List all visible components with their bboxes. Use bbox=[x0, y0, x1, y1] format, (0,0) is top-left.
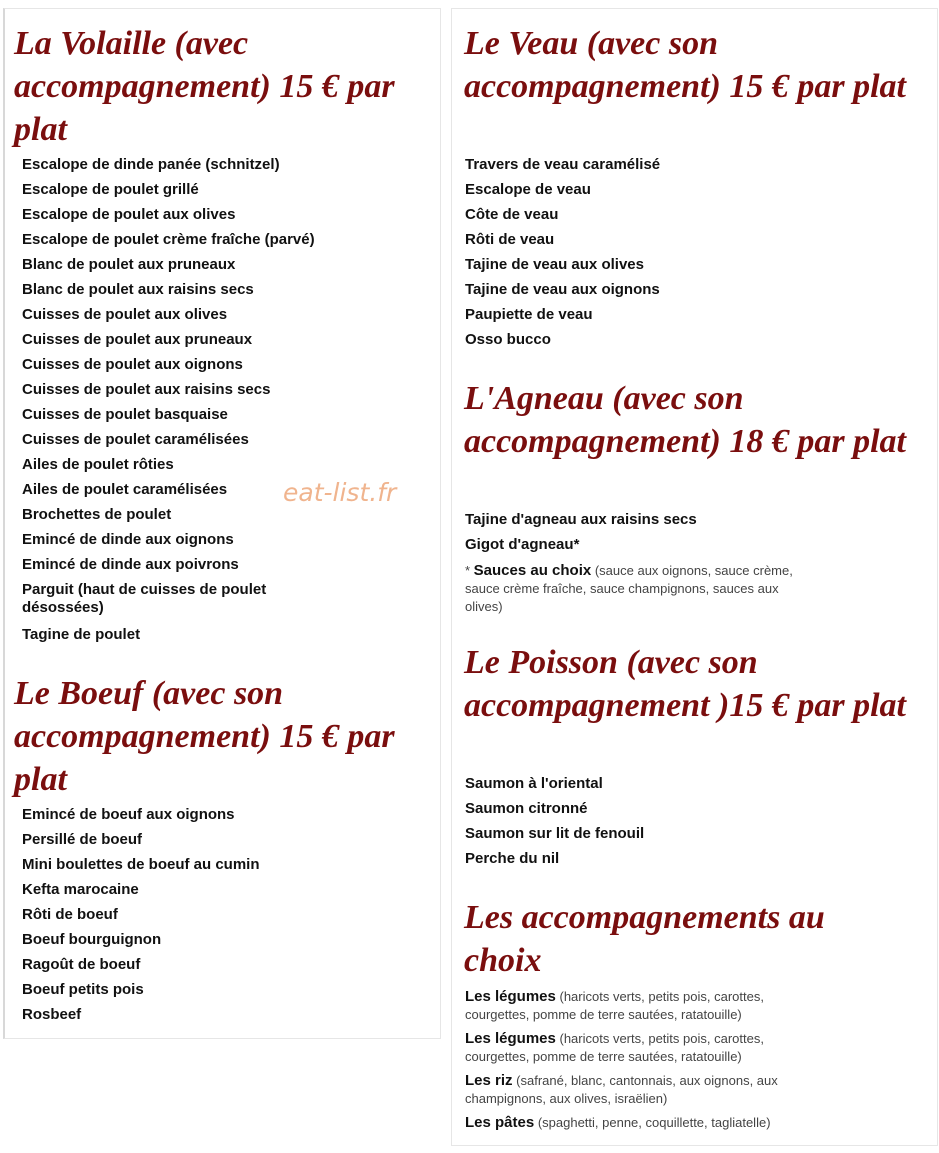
boeuf-item: Boeuf petits pois bbox=[22, 981, 144, 998]
boeuf-item: Rôti de boeuf bbox=[22, 906, 118, 923]
boeuf-title: Le Boeuf (avec son accompagnement) 15 € par plat bbox=[14, 675, 395, 798]
agneau-title: L'Agneau (avec son accompagnement) 18 € par plat bbox=[464, 380, 906, 460]
poisson-item: Saumon à l'oriental bbox=[465, 775, 603, 792]
accompagnement-entry bbox=[465, 1114, 815, 1132]
accompagnement-label: Les pâtes bbox=[465, 1114, 535, 1131]
accompagnements-title: Les accompagnements au choix bbox=[464, 899, 825, 979]
boeuf-item: Kefta marocaine bbox=[22, 881, 139, 898]
volaille-item: Cuisses de poulet caramélisées bbox=[22, 431, 249, 448]
watermark: eat-list.fr bbox=[283, 478, 397, 507]
volaille-item: Cuisses de poulet aux raisins secs bbox=[22, 381, 271, 398]
volaille-item: Blanc de poulet aux pruneaux bbox=[22, 256, 236, 273]
volaille-item: Emincé de dinde aux oignons bbox=[22, 531, 234, 548]
boeuf-item: Rosbeef bbox=[22, 1006, 82, 1023]
accompagnement-text: (haricots verts, petits pois, carottes, courgettes, pomme de terre sautées, ratatouille) bbox=[465, 1031, 764, 1064]
boeuf-item: Emincé de boeuf aux oignons bbox=[22, 806, 235, 823]
veau-title: Le Veau (avec son accompagnement) 15 € par plat bbox=[464, 25, 906, 105]
veau-item: Paupiette de veau bbox=[465, 306, 593, 323]
sauces-note bbox=[465, 562, 815, 616]
accompagnement-text: (haricots verts, petits pois, carottes, courgettes, pomme de terre sautées, ratatouille) bbox=[465, 989, 764, 1022]
volaille-item: Escalope de poulet grillé bbox=[22, 181, 199, 198]
volaille-title: La Volaille (avec accompagnement) 15 € par plat bbox=[14, 25, 395, 148]
boeuf-item: Mini boulettes de boeuf au cumin bbox=[22, 856, 260, 873]
accompagnement-text: (safrané, blanc, cantonnais, aux oignons, aux champignons, aux olives, israëlien) bbox=[465, 1073, 778, 1106]
volaille-item: Ailes de poulet rôties bbox=[22, 456, 174, 473]
veau-item: Escalope de veau bbox=[465, 181, 591, 198]
sauces-note-prefix: * bbox=[465, 563, 474, 578]
boeuf-item: Ragoût de boeuf bbox=[22, 956, 141, 973]
accompagnement-entry bbox=[465, 1030, 815, 1066]
volaille-item: Cuisses de poulet aux oignons bbox=[22, 356, 243, 373]
volaille-item: Escalope de poulet aux olives bbox=[22, 206, 236, 223]
boeuf-item: Boeuf bourguignon bbox=[22, 931, 162, 948]
volaille-item: Escalope de poulet crème fraîche (parvé) bbox=[22, 231, 315, 248]
volaille-item: Escalope de dinde panée (schnitzel) bbox=[22, 156, 280, 173]
accompagnement-label: Les légumes bbox=[465, 988, 556, 1005]
accompagnement-label: Les légumes bbox=[465, 1030, 556, 1047]
volaille-item: Emincé de dinde aux poivrons bbox=[22, 556, 239, 573]
accompagnement-label: Les riz bbox=[465, 1072, 513, 1089]
accompagnement-text: (spaghetti, penne, coquillette, tagliatelle) bbox=[534, 1115, 771, 1130]
volaille-item: Ailes de poulet caramélisées bbox=[22, 481, 228, 498]
veau-item: Tajine de veau aux oignons bbox=[465, 281, 660, 298]
accompagnement-entry bbox=[465, 1072, 815, 1108]
volaille-item: Cuisses de poulet aux pruneaux bbox=[22, 331, 253, 348]
sauces-note-label: Sauces au choix bbox=[473, 562, 592, 579]
sauces-note-text: (sauce aux oignons, sauce crème, sauce crème fraîche, sauce champignons, sauces aux olives) bbox=[465, 563, 793, 614]
veau-item: Rôti de veau bbox=[465, 231, 555, 248]
poisson-item: Perche du nil bbox=[465, 850, 560, 867]
volaille-item: Brochettes de poulet bbox=[22, 506, 172, 523]
poisson-item: Saumon citronné bbox=[465, 800, 588, 817]
volaille-item: Tagine de poulet bbox=[22, 626, 141, 643]
agneau-item: Gigot d'agneau* bbox=[465, 536, 580, 553]
poisson-item: Saumon sur lit de fenouil bbox=[465, 825, 645, 842]
volaille-item: Blanc de poulet aux raisins secs bbox=[22, 281, 254, 298]
veau-item: Travers de veau caramélisé bbox=[465, 156, 661, 173]
veau-item: Côte de veau bbox=[465, 206, 559, 223]
boeuf-item: Persillé de boeuf bbox=[22, 831, 143, 848]
poisson-title: Le Poisson (avec son accompagnement )15 € par plat bbox=[464, 644, 906, 724]
accompagnement-entry bbox=[465, 988, 815, 1024]
volaille-item: Cuisses de poulet aux olives bbox=[22, 306, 228, 323]
veau-item: Tajine de veau aux olives bbox=[465, 256, 644, 273]
volaille-item: Parguit (haut de cuisses de poulet désossées) bbox=[22, 581, 267, 616]
veau-item: Osso bucco bbox=[465, 331, 551, 348]
agneau-item: Tajine d'agneau aux raisins secs bbox=[465, 511, 697, 528]
volaille-item: Cuisses de poulet basquaise bbox=[22, 406, 228, 423]
